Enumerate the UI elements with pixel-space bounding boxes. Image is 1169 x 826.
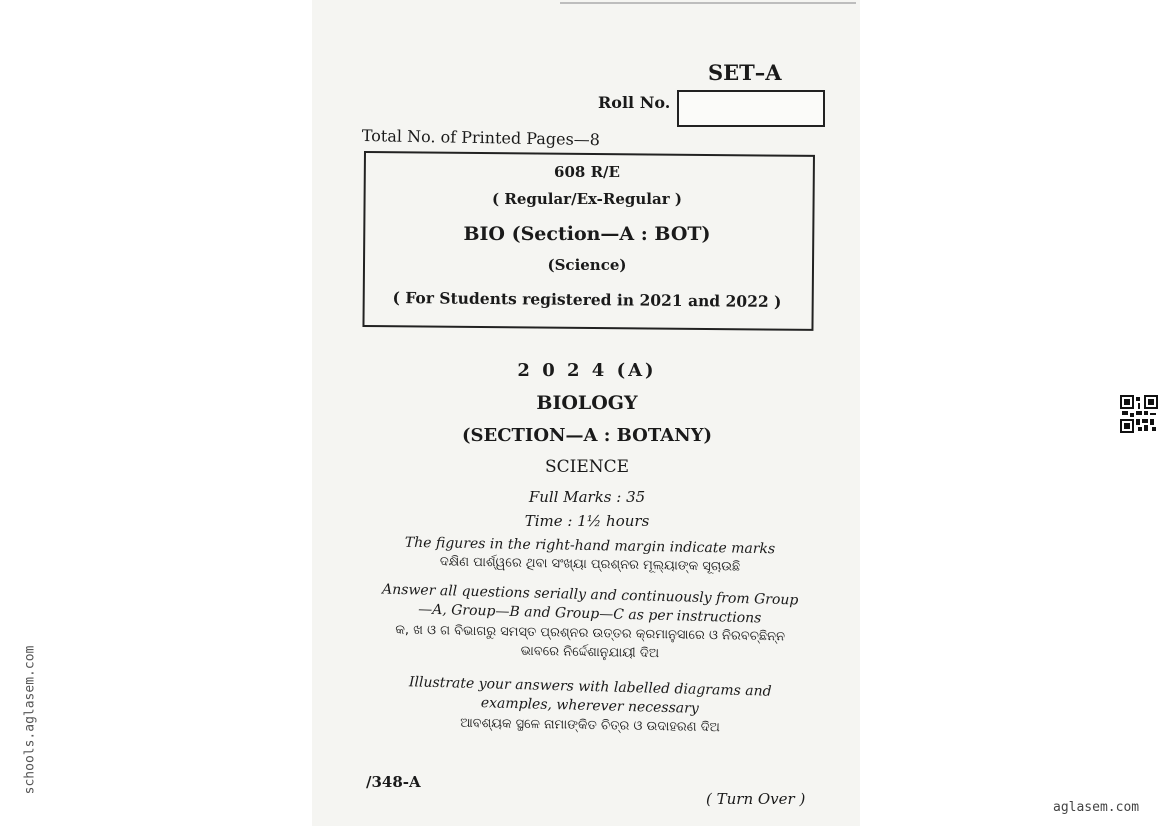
- stream-title: SCIENCE: [544, 457, 630, 477]
- brand-watermark: aglasem.com: [1053, 800, 1140, 815]
- full-marks: Full Marks : 35: [528, 488, 646, 506]
- students-note: ( For Students registered in 2021 and 2022 ): [392, 287, 782, 312]
- exam-time: Time : 1½ hours: [524, 512, 650, 530]
- turn-over-note: ( Turn Over ): [706, 790, 806, 808]
- exam-year: 2 0 2 4 (A): [517, 360, 657, 381]
- set-code: /348-A: [366, 773, 421, 791]
- regular-type: ( Regular/Ex-Regular ): [492, 190, 682, 208]
- set-label: SET–A: [708, 60, 782, 85]
- section-title: (SECTION—A : BOTANY): [461, 425, 713, 446]
- page-edge-line: [560, 2, 856, 4]
- qr-code-icon: [1120, 395, 1158, 433]
- instruction-illustrate-en: Illustrate your answers with labelled diagrams and examples, wherever necessary: [408, 674, 772, 717]
- subject-short: BIO (Section—A : BOT): [463, 223, 711, 245]
- roll-number-box: [677, 90, 825, 127]
- instruction-answer-en: Answer all questions serially and continuously from Group—A, Group—B and Group—C as per instructions: [381, 581, 799, 627]
- instruction-marks-en: The figures in the right-hand margin indicate marks: [404, 534, 776, 558]
- printed-pages-count: Total No. of Printed Pages—8: [361, 126, 601, 150]
- instruction-illustrate-odia: ଆବଶ୍ୟକ ସ୍ଥଳେ ନାମାଙ୍କିତ ଚିତ୍ର ଓ ଉଦାହରଣ ଦିଅ: [460, 715, 720, 736]
- side-watermark: schools.aglasem.com: [22, 645, 38, 795]
- paper-code: 608 R/E: [554, 163, 620, 181]
- subject-title: BIOLOGY: [536, 392, 638, 414]
- instruction-answer-odia: କ, ଖ ଓ ଗ ବିଭାଗରୁ ସମସ୍ତ ପ୍ରଶ୍ନର ଉତ୍ତର କ୍ରମାନୁସାରେ ଓ ନିରବଚ୍ଛିନ୍ନ ଭାବରେ ନିର୍ଦ୍ଦେଶାନୁଯାୟୀ ଦିଅ: [395, 622, 786, 662]
- roll-number-label: Roll No.: [598, 93, 671, 112]
- instruction-marks-odia: ଦକ୍ଷିଣ ପାର୍ଶ୍ୱରେ ଥିବା ସଂଖ୍ୟା ପ୍ରଶ୍ନର ମୂଲ୍ୟାଙ୍କ ସୂଚାଉଛି: [439, 554, 741, 575]
- stream-short: (Science): [547, 256, 627, 274]
